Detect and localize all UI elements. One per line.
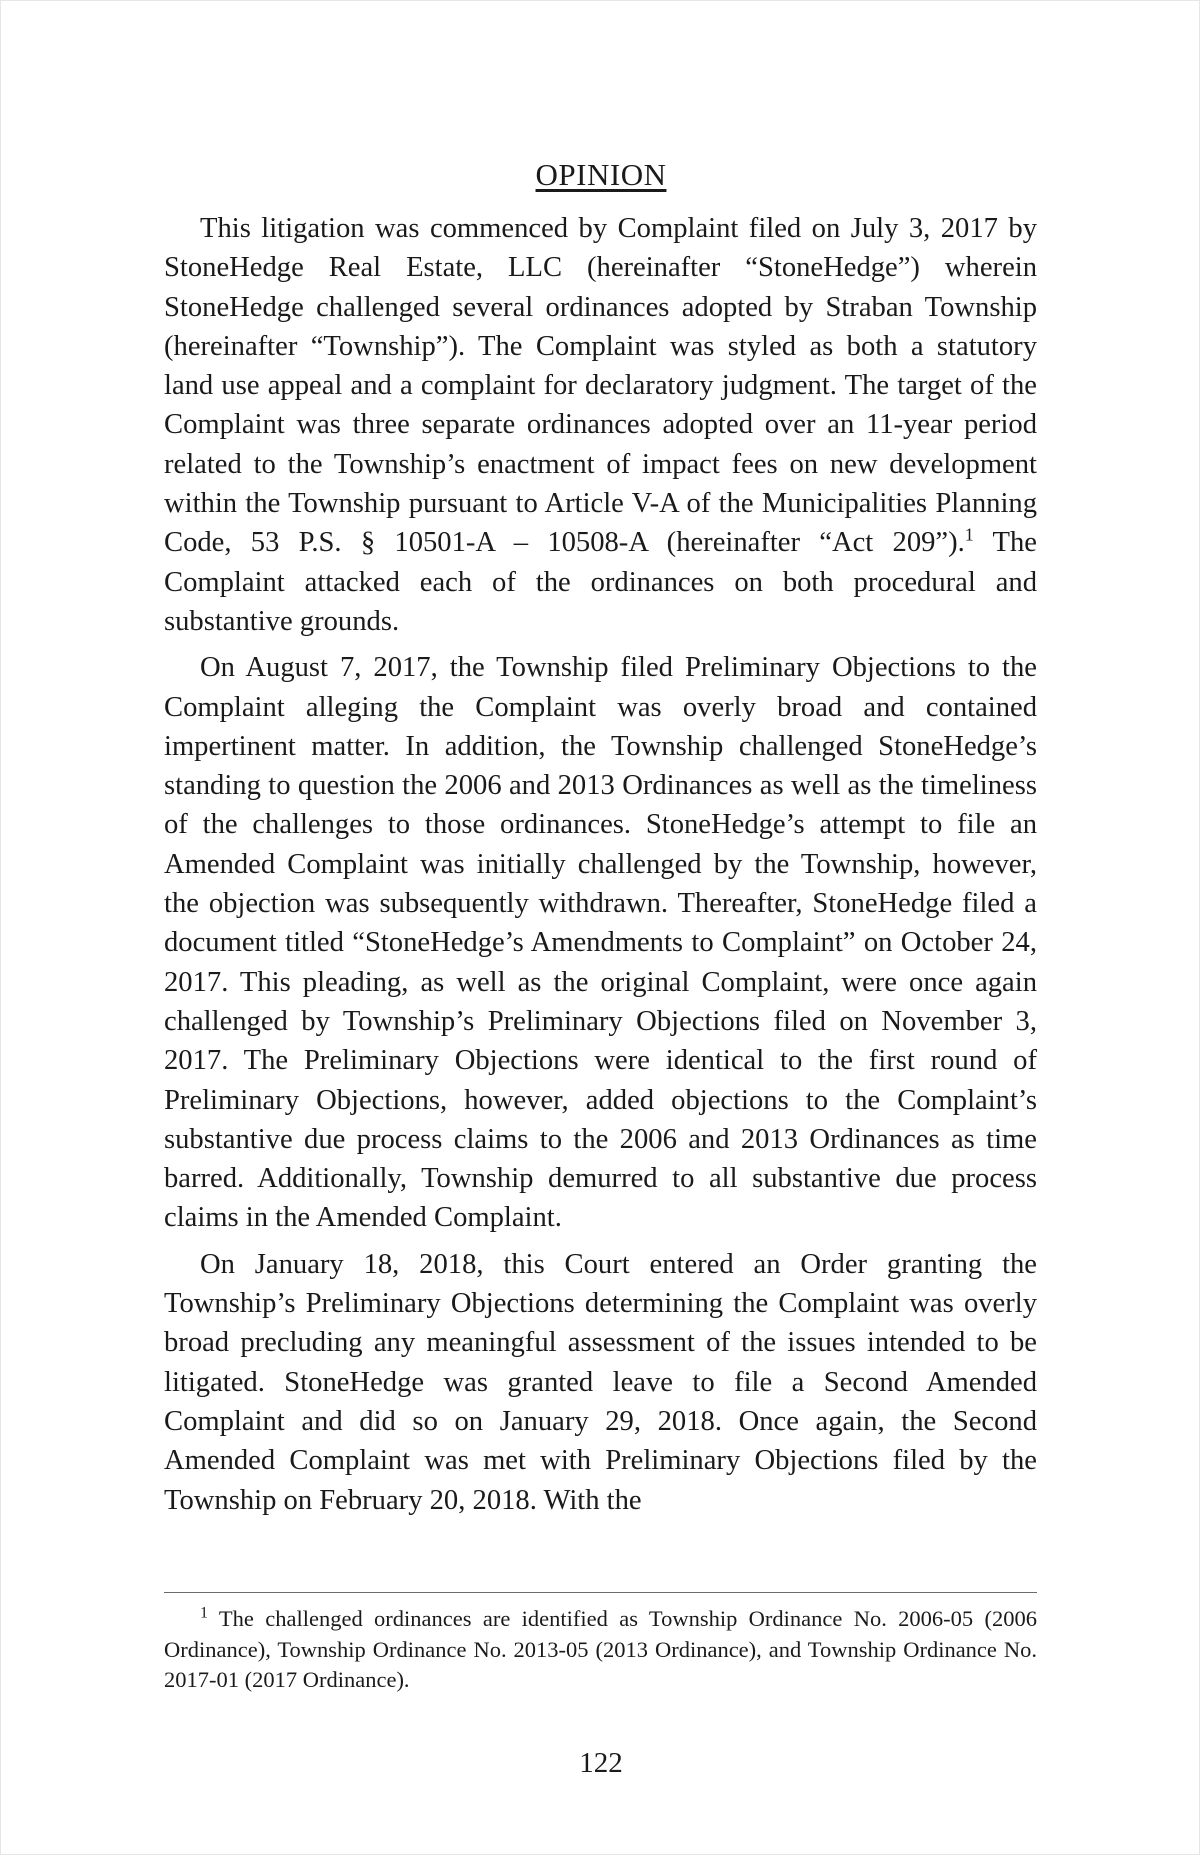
paragraph-2: On August 7, 2017, the Township filed Preliminary Objections to the Complaint alleging the Complaint was overly broad and contained impertinent matter. In addition, the Township challenged StoneHedge’s standing to question the 2006 and 2013 Ordinances as well as the timeliness of the challenges to those ordinances. StoneHedge’s attempt to file an Amended Complaint was initially challenged by the Township, however, the objection was subsequently withdrawn. Thereafter, StoneHedge filed a document titled “StoneHedge’s Amendments to Complaint” on October 24, 2017. This pleading, as well as the original Complaint, were once again challenged by Township’s Preliminary Objections filed on November 3, 2017. The Preliminary Objections were identical to the first round of Preliminary Objections, however, added objections to the Complaint’s substantive due process claims to the 2006 and 2013 Ordinances as time barred. Additionally, Township demurred to all substantive due process claims in the Amended Complaint. (164, 652, 1037, 1234)
opinion-body (164, 209, 1037, 1527)
footnote-divider (164, 1592, 1037, 1593)
footnote-text: The challenged ordinances are identified as Township Ordinance No. 2006-05 (2006 Ordinance), Township Ordinance No. 2013-05 (2013 Ordinance), and Township Ordinance No. 2017-01 (2017 Ordinance). (164, 1606, 1037, 1692)
footnote-ref-1: 1 (964, 524, 974, 545)
paragraph-1-text: This litigation was commenced by Complaint filed on July 3, 2017 by StoneHedge Real Estate, LLC (hereinafter “StoneHedge”) wherein StoneHedge challenged several ordinances adopted by Straban Township (hereinafter “Township”). The Complaint was styled as both a statutory land use appeal and a complaint for declaratory judgment. The target of the Complaint was three separate ordinances adopted over an 11-year period related to the Township’s enactment of impact fees on new development within the Township pursuant to Article V-A of the Municipalities Planning Code, 53 P.S. § 10501-A – 10508-A (hereinafter “Act 209”). (164, 213, 1037, 559)
opinion-heading: OPINION (535, 157, 667, 192)
footnote-marker: 1 (200, 1604, 208, 1622)
paragraph-3: On January 18, 2018, this Court entered an Order granting the Township’s Preliminary Objections determining the Complaint was overly broad precluding any meaningful assessment of the issues intended to be litigated. StoneHedge was granted leave to file a Second Amended Complaint and did so on January 29, 2018. Once again, the Second Amended Complaint was met with Preliminary Objections filed by the Township on February 20, 2018. With the (164, 1248, 1037, 1516)
footnote-1 (164, 1604, 1037, 1696)
paragraph-1 (164, 209, 1037, 641)
page-number: 122 (579, 1747, 623, 1779)
paragraph-1-text-continued: The Complaint attacked each of the ordinances on both procedural and substantive grounds. (164, 527, 1037, 637)
